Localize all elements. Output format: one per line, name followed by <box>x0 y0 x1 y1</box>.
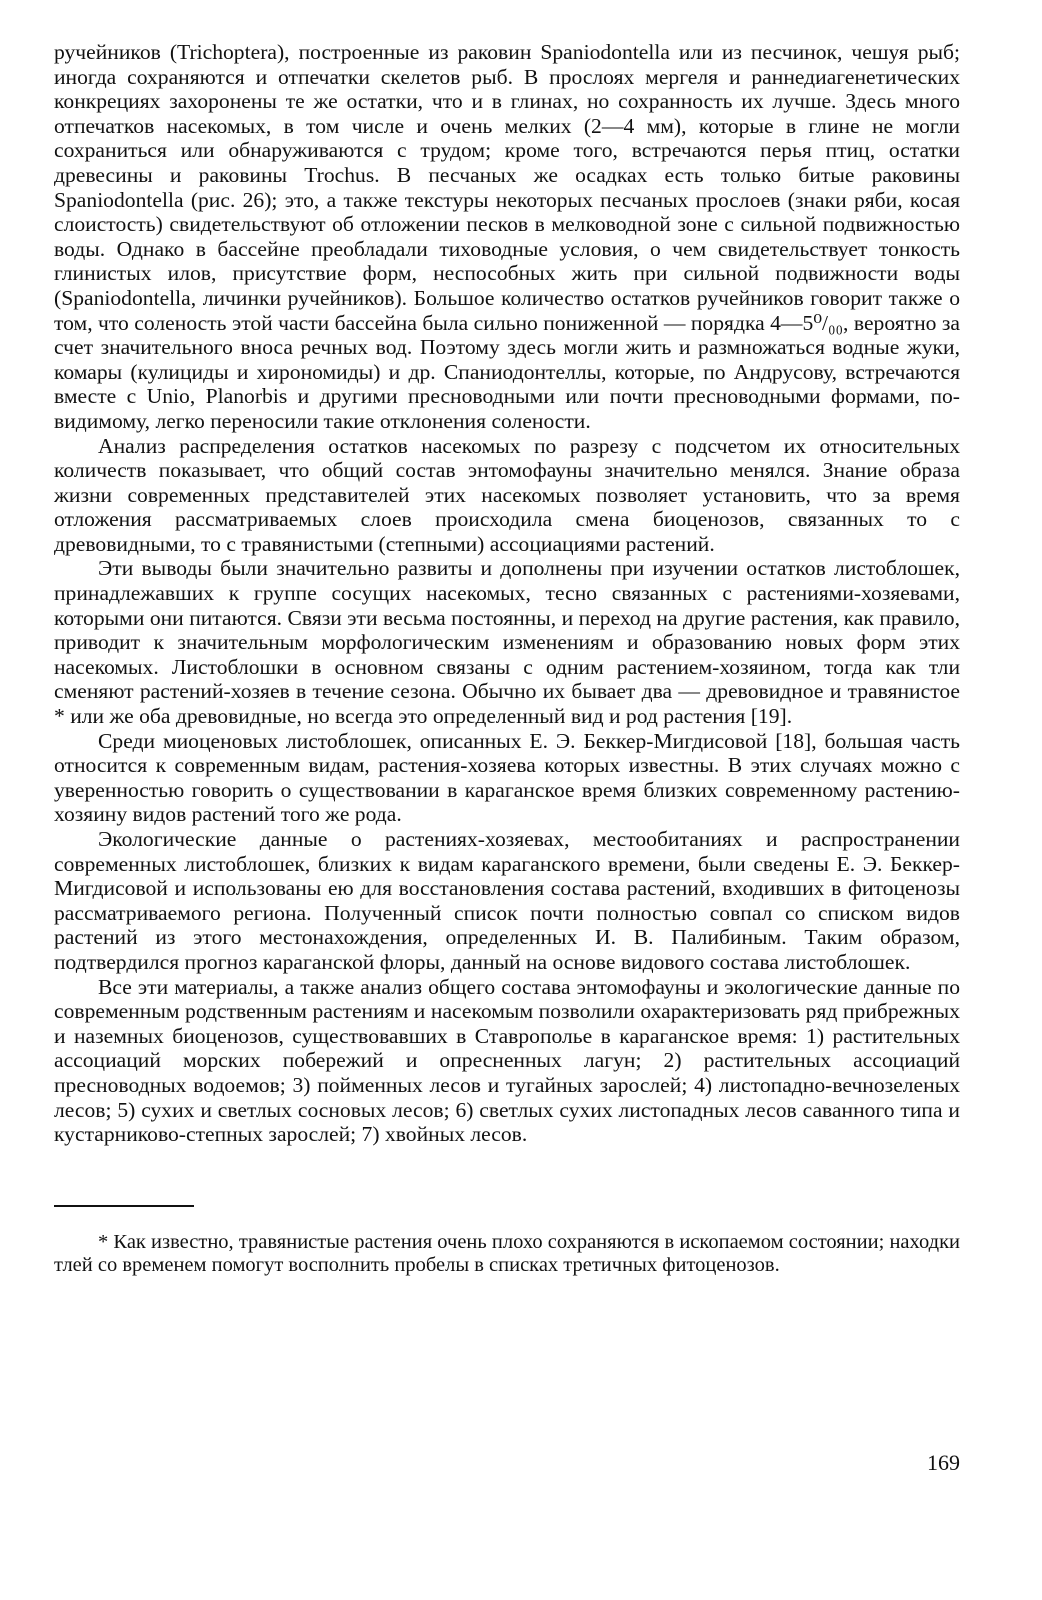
paragraph-4: Среди миоценовых листоблошек, описанных Е. Э. Беккер-Мигдисовой [18], большая часть относится к современным видам, растения-хозяева которых известны. В этих случаях можно с уверенностью говорить о существовании в караганское время близких современному растению-хозяину видов растений того же рода. <box>54 728 960 827</box>
paragraph-2: Анализ распределения остатков насекомых по разрезу с подсчетом их относительных количеств показывает, что общий состав энтомофауны значительно менялся. Знание образа жизни современных представителей этих насекомых позволяет установить, что за время отложения рассматриваемых слоев происходила смена биоценозов, связанных то с древовидными, то с травянистыми (степными) ассоциациями растений. <box>54 433 960 556</box>
footnote: * Как известно, травянистые растения очень плохо сохраняются в ископаемом состоянии; находки тлей со временем помогут восполнить пробелы в списках третичных фитоценозов. <box>54 1230 960 1277</box>
paragraph-6: Все эти материалы, а также анализ общего состава энтомофауны и экологические данные по современным родственным растениям и насекомым позволили охарактеризовать ряд прибрежных и наземных биоценозов, существовавших в Ставрополье в караганское время: 1) растительных ассоциаций морских побережий и опресненных лагун; 2) растительных ассоциаций пресноводных водоемов; 3) пойменных лесов и тугайных зарослей; 4) листопадно-вечнозеленых лесов; 5) сухих и светлых сосновых лесов; 6) светлых сухих листопадных лесов саванного типа и кустарниково-степных зарослей; 7) хвойных лесов. <box>54 974 960 1147</box>
paragraph-5: Экологические данные о растениях-хозяевах, местообитаниях и распространении современных листоблошек, близких к видам караганского времени, были сведены Е. Э. Беккер-Мигдисовой и использованы ею для восстановления состава растений, входивших в фитоценозы рассматриваемого региона. Полученный список почти полностью совпал со списком видов растений из этого местонахождения, определенных И. В. Палибиным. Таким образом, подтвердился прогноз караганской флоры, данный на основе видового состава листоблошек. <box>54 827 960 974</box>
paragraph-3: Эти выводы были значительно развиты и дополнены при изучении остатков листоблошек, принадлежавших к группе сосущих насекомых, тесно связанных с растениями-хозяевами, которыми они питаются. Связи эти весьма постоянны, и переход на другие растения, как правило, приводит к значительным морфологическим изменениям и образованию новых форм этих насекомых. Листоблошки в основном связаны с одним растением-хозяином, тогда как тли сменяют растений-хозяев в течение сезона. Обычно их бывает два — древовидное и травянистое * или же оба древовидные, но всегда это определенный вид и род растения [19]. <box>54 556 960 729</box>
page-number: 169 <box>927 1450 960 1475</box>
footnote-separator <box>54 1205 194 1207</box>
paragraph-1: ручейников (Trichoptera), построенные из раковин Spaniodontella или из песчинок, чешуя рыб; иногда сохраняются и отпечатки скелетов рыб. В прослоях мергеля и раннедиагенетических конкрециях захоронены те же остатки, что и в глинах, но сохранность их лучше. Здесь много отпечатков насекомых, в том числе и очень мелких (2—4 мм), которые в глине не могли сохраниться или обнаруживаются с трудом; кроме того, встречаются перья птиц, остатки древесины и раковины Trochus. В песчаных же осадках есть только битые раковины Spaniodontella (рис. 26); это, а также текстуры некоторых песчаных прослоев (знаки ряби, косая слоистость) свидетельствуют об отложении песков в мелководной зоне с сильной подвижностью воды. Однако в бассейне преобладали тиховодные условия, о чем свидетельствует тонкость глинистых илов, присутствие форм, неспособных жить при сильной подвижности воды (Spaniodontella, личинки ручейников). Большое количество остатков ручейников говорит также о том, что соленость этой части бассейна была сильно пониженной — порядка 4—5⁰/₀₀, вероятно за счет значительного вноса речных вод. Поэтому здесь могли жить и размножаться водные жуки, комары (кулициды и хирономиды) и др. Спаниодонтеллы, которые, по Андрусову, встречаются вместе с Unio, Planorbis и другими пресноводными или почти пресноводными формами, по-видимому, легко переносили такие отклонения солености. <box>54 40 960 433</box>
page-body <box>54 40 960 1278</box>
